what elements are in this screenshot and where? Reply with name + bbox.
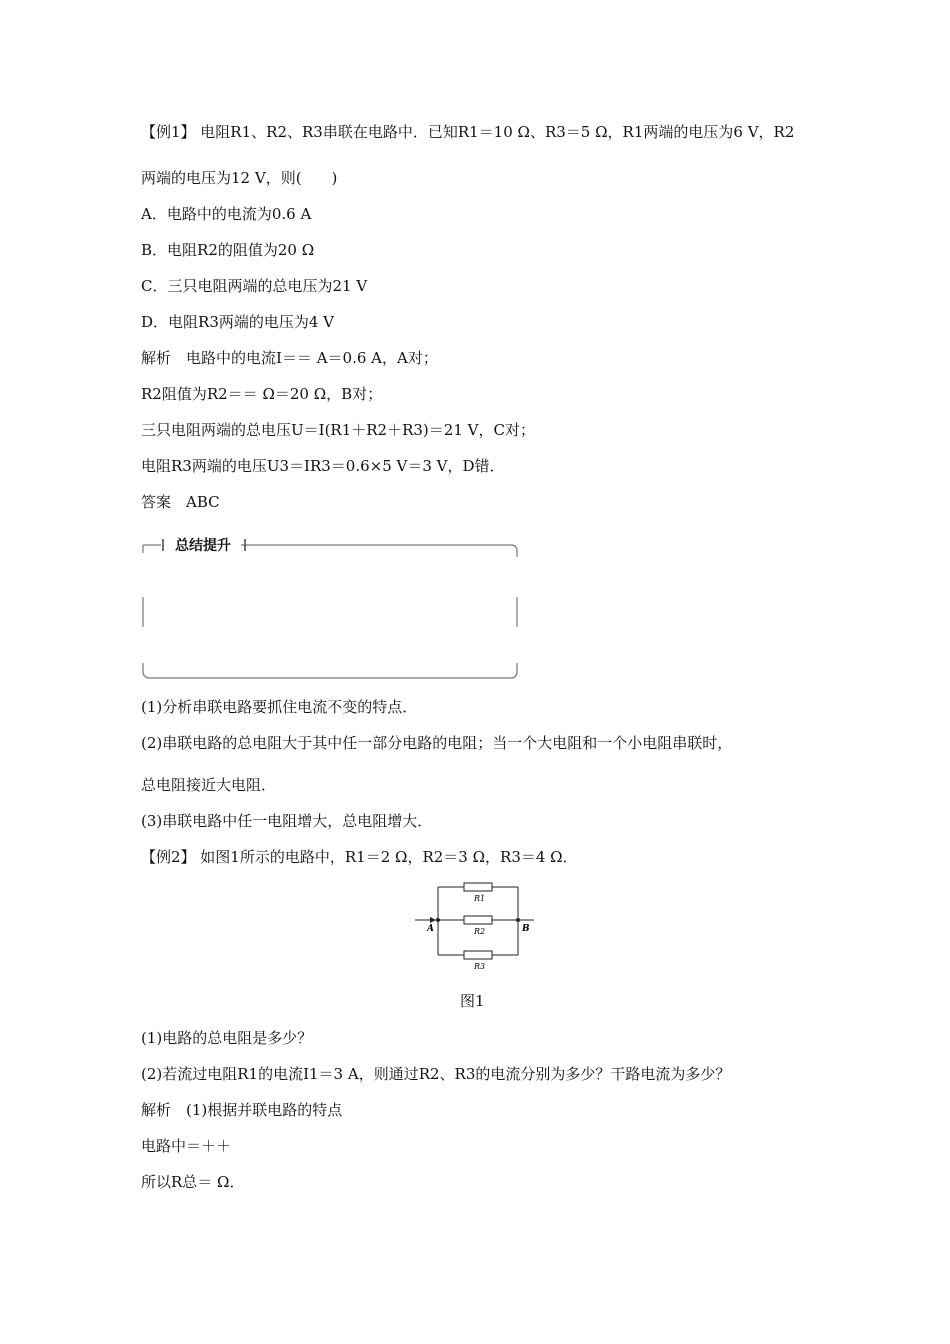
example1-analysis-line2: R2阻值为R2＝＝ Ω＝20 Ω，B对； bbox=[141, 385, 383, 403]
node-a-label: A bbox=[427, 924, 434, 934]
summary-box bbox=[141, 537, 519, 680]
summary-point-2-cont: 总电阻接近大电阻． bbox=[141, 776, 277, 794]
example1-analysis-line3: 三只电阻两端的总电压U＝I(R1＋R2＋R3)＝21 V，C对； bbox=[141, 421, 535, 439]
example2-analysis-line3: 所以R总＝ Ω． bbox=[141, 1173, 245, 1191]
summary-point-2: (2)串联电路的总电阻大于其中任一部分电路的电阻；当一个大电阻和一个小电阻串联时， bbox=[141, 734, 733, 752]
option-a: A．电路中的电流为0.6 A bbox=[141, 205, 312, 223]
option-d: D．电阻R3两端的电压为4 V bbox=[141, 313, 335, 331]
example1-analysis-line1: 解析 电路中的电流I＝＝ A＝0.6 A，A对； bbox=[141, 349, 438, 367]
example2-analysis-line2: 电路中＝＋＋ bbox=[141, 1137, 232, 1155]
summary-title: 总结提升 bbox=[173, 535, 233, 555]
example1-stem-line1: 【例1】 电阻R1、R2、R3串联在电路中．已知R1＝10 Ω、R3＝5 Ω，R1两端的电压为6 V，R2 bbox=[141, 123, 795, 141]
example1-analysis-line4: 电阻R3两端的电压U3＝IR3＝0.6×5 V＝3 V，D错． bbox=[141, 457, 505, 475]
example2-analysis-line1: 解析 (1)根据并联电路的特点 bbox=[141, 1101, 343, 1119]
r1-label: R1 bbox=[474, 894, 486, 903]
option-c: C．三只电阻两端的总电压为21 V bbox=[141, 277, 368, 295]
example2-intro: 【例2】 如图1所示的电路中，R1＝2 Ω，R2＝3 Ω，R3＝4 Ω． bbox=[141, 848, 578, 866]
figure-caption: 图1 bbox=[460, 992, 485, 1010]
circuit-diagram bbox=[410, 880, 540, 975]
node-b-label: B bbox=[522, 924, 530, 934]
r2-label: R2 bbox=[474, 927, 486, 936]
example2-question-1: (1)电路的总电阻是多少？ bbox=[141, 1029, 313, 1047]
example1-stem-line2: 两端的电压为12 V，则( ) bbox=[141, 169, 338, 187]
example2-question-2: (2)若流过电阻R1的电流I1＝3 A，则通过R2、R3的电流分别为多少？干路电流为多少？ bbox=[141, 1065, 731, 1083]
summary-point-3: (3)串联电路中任一电阻增大，总电阻增大． bbox=[141, 812, 433, 830]
r3-label: R3 bbox=[474, 962, 486, 971]
summary-point-1: (1)分析串联电路要抓住电流不变的特点． bbox=[141, 698, 418, 716]
example1-answer: 答案 ABC bbox=[141, 493, 220, 511]
option-b: B．电阻R2的阻值为20 Ω bbox=[141, 241, 315, 259]
